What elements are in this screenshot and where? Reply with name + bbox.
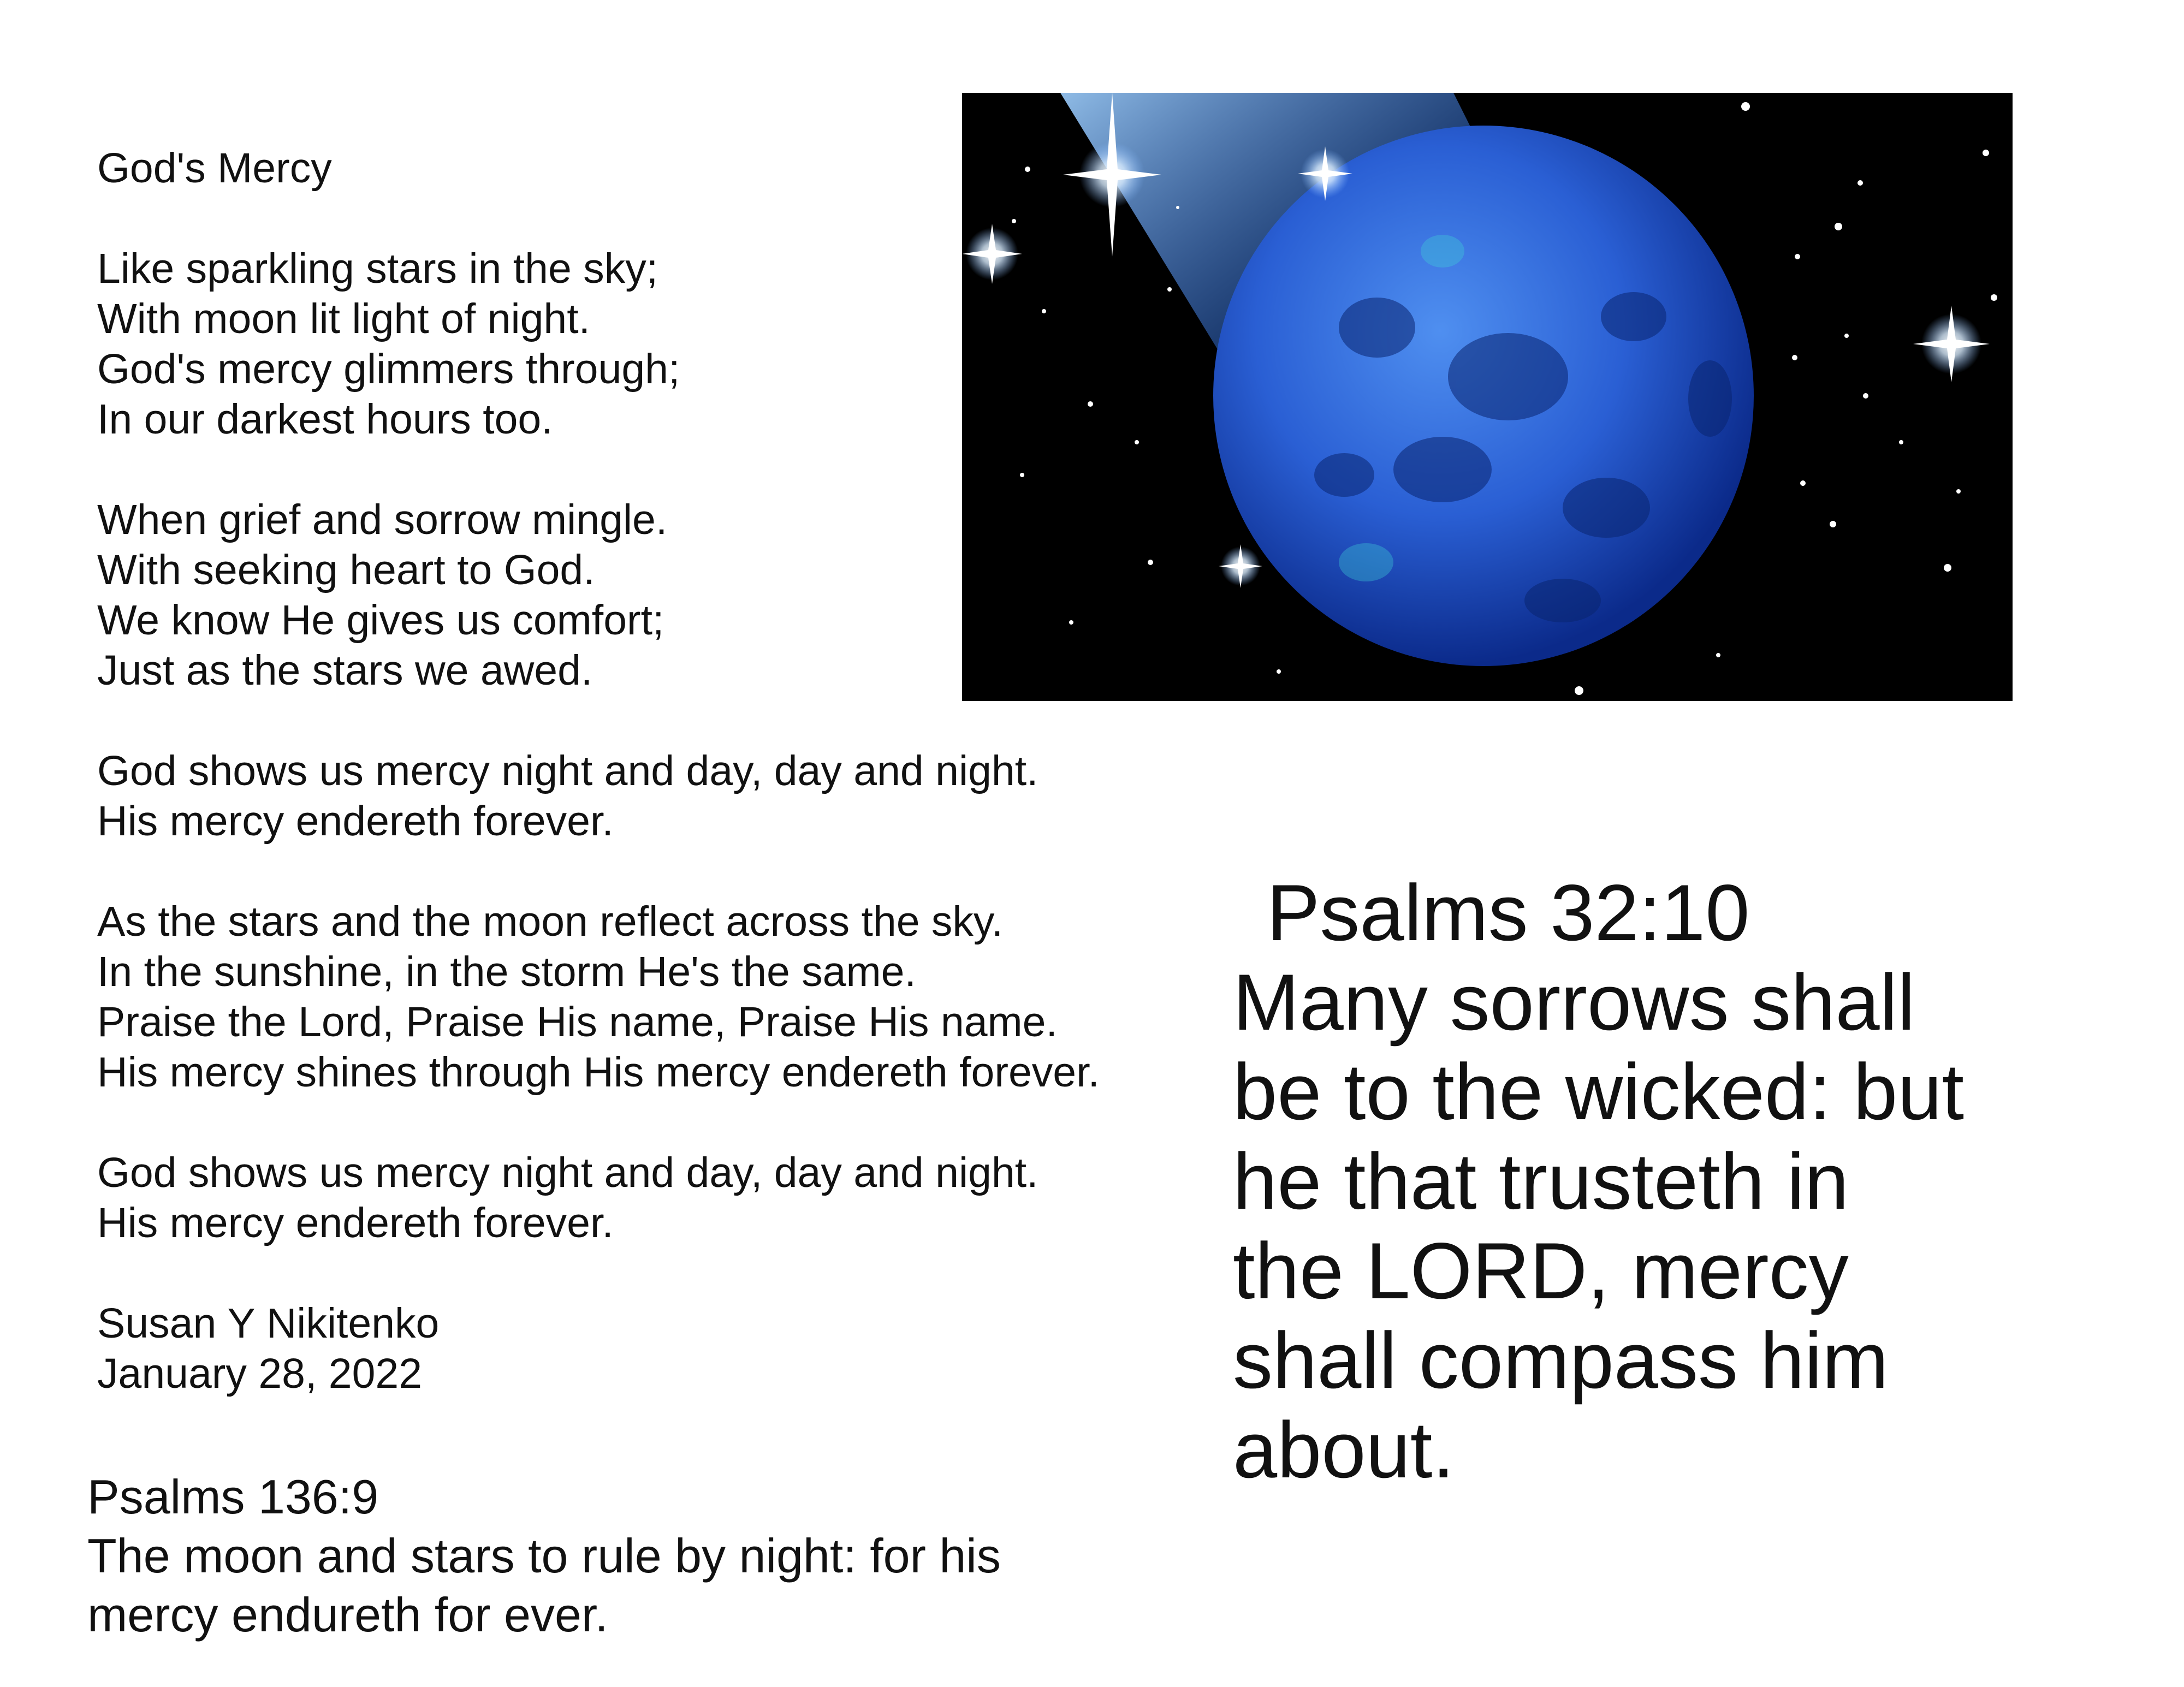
verse-line: The moon and stars to rule by night: for his [87,1529,1001,1583]
stanza-gap [97,1248,1216,1298]
verse-reference: Psalms 136:9 [87,1470,379,1524]
poem-line: His mercy endereth forever. [97,1199,614,1246]
poem-title: God's Mercy [97,145,332,192]
poem-line: When grief and sorrow mingle. [97,496,668,543]
verse-line: about. [1233,1405,1455,1494]
moon-illustration [962,93,2013,701]
poem-line: In our darkest hours too. [97,396,553,443]
poem-line: With seeking heart to God. [97,547,595,593]
verse-line: be to the wicked: but [1233,1047,1965,1136]
poem-line: Like sparkling stars in the sky; [97,245,658,292]
poem-line: Just as the stars we awed. [97,647,593,694]
poem-line: God shows us mercy night and day, day and night. [97,1149,1038,1196]
verse-line: shall compass him [1233,1316,1889,1405]
poem-line: His mercy shines through His mercy endereth forever. [97,1049,1100,1096]
poem-line: God shows us mercy night and day, day and night. [97,747,1038,794]
poem-line: In the sunshine, in the storm He's the same. [97,948,916,995]
verse-psalms-32 [1233,868,2161,1495]
verse-psalms-136 [87,1468,1234,1644]
poem-line: As the stars and the moon reflect across the sky. [97,898,1004,945]
poem-line: Praise the Lord, Praise His name, Praise His name. [97,999,1058,1046]
verse-line: he that trusteth in [1233,1137,1849,1226]
poem-line: With moon lit light of night. [97,295,591,342]
stanza-gap [97,1097,1216,1148]
stanza-gap [97,696,1216,746]
verse-line: the LORD, mercy [1233,1226,1849,1315]
moon-stars-image [962,93,2013,701]
verse-reference: Psalms 32:10 [1267,868,1750,957]
verse-line: Many sorrows shall [1233,958,1915,1047]
poem-line: God's mercy glimmers through; [97,346,680,393]
stanza-gap [97,846,1216,896]
poem-date: January 28, 2022 [97,1350,423,1397]
poem-line: We know He gives us comfort; [97,597,664,644]
verse-line: mercy endureth for ever. [87,1588,608,1642]
poem-line: His mercy endereth forever. [97,798,614,845]
poem-author: Susan Y Nikitenko [97,1300,440,1347]
